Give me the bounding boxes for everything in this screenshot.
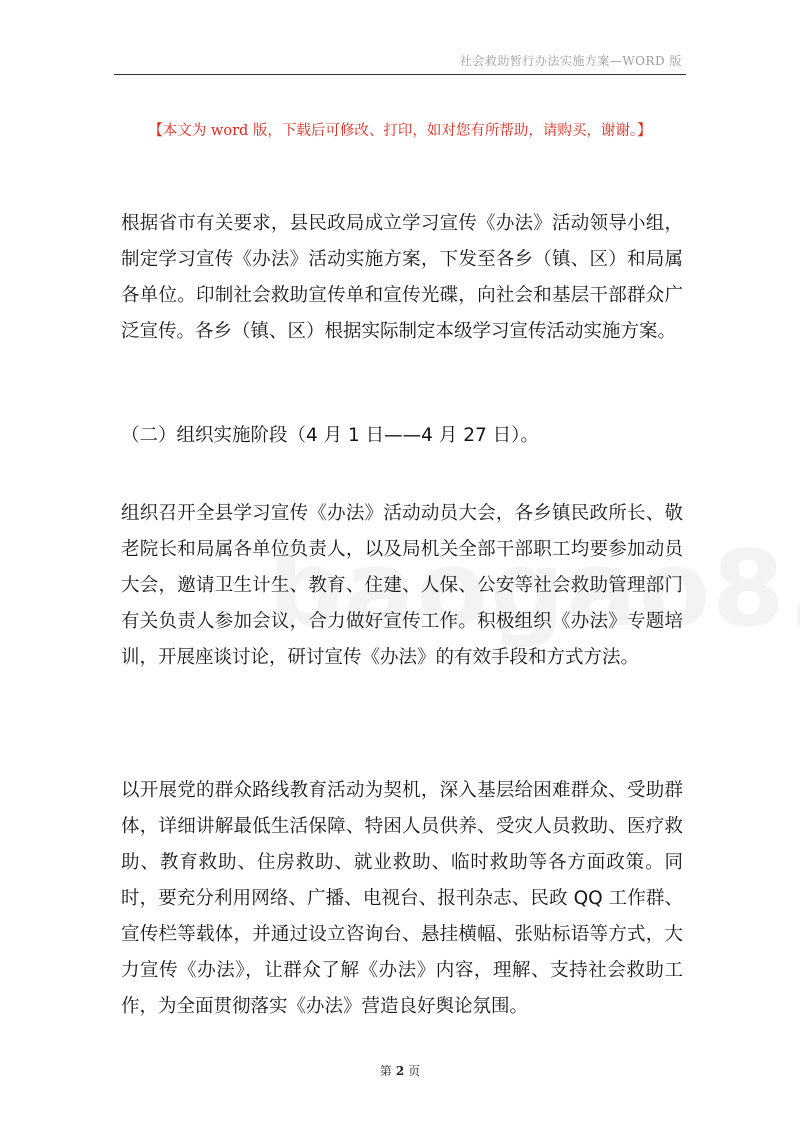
paragraph-2: 组织召开全县学习宣传《办法》活动动员大会，各乡镇民政所长、敬老院长和局属各单位负责人，以及局机关全部干部职工均要参加动员大会，邀请卫生计生、教育、住建、人保、公安等社会救助管理部门有关负责人参加会议，合力做好宣传工作。积极组织《办法》专题培训，开展座谈讨论，研讨宣传《办法》的有效手段和方式方法。 xyxy=(121,503,683,668)
page-number: 2 xyxy=(395,1064,405,1078)
purchase-notice: 【本文为 word 版，下载后可修改、打印，如对您有所帮助，请购买，谢谢。】 xyxy=(148,123,652,139)
page-number-prefix: 第 xyxy=(379,1064,392,1078)
section-heading: （二）组织实施阶段（4 月 1 日——4 月 27 日）。 xyxy=(121,425,539,446)
header-title: 社会救助暂行办法实施方案—WORD 版 xyxy=(459,54,682,68)
paragraph-1: 根据省市有关要求，县民政局成立学习宣传《办法》活动领导小组，制定学习宣传《办法》活动实施方案，下发至各乡（镇、区）和局属各单位。印制社会救助宣传单和宣传光碟，向社会和基层干部群众广泛宣传。各乡（镇、区）根据实际制定本级学习宣传活动实施方案。 xyxy=(121,213,683,342)
paragraph-3: 以开展党的群众路线教育活动为契机，深入基层给困难群众、受助群体，详细讲解最低生活保障、特困人员供养、受灾人员救助、医疗救助、教育救助、住房救助、就业救助、临时救助等各方面政策。同时，要充分利用网络、广播、电视台、报刊杂志、民政 QQ 工作群、宣传栏等载体，并通过设立咨询台、悬挂横幅、张贴标语等方式，大力宣传《办法》，让群众了解《办法》内容，理解、支持社会救助工作，为全面贯彻落实《办法》营造良好舆论氛围。 xyxy=(121,780,683,1017)
header-divider xyxy=(114,74,686,75)
page-number-suffix: 页 xyxy=(408,1064,421,1078)
page-footer xyxy=(0,1062,800,1079)
